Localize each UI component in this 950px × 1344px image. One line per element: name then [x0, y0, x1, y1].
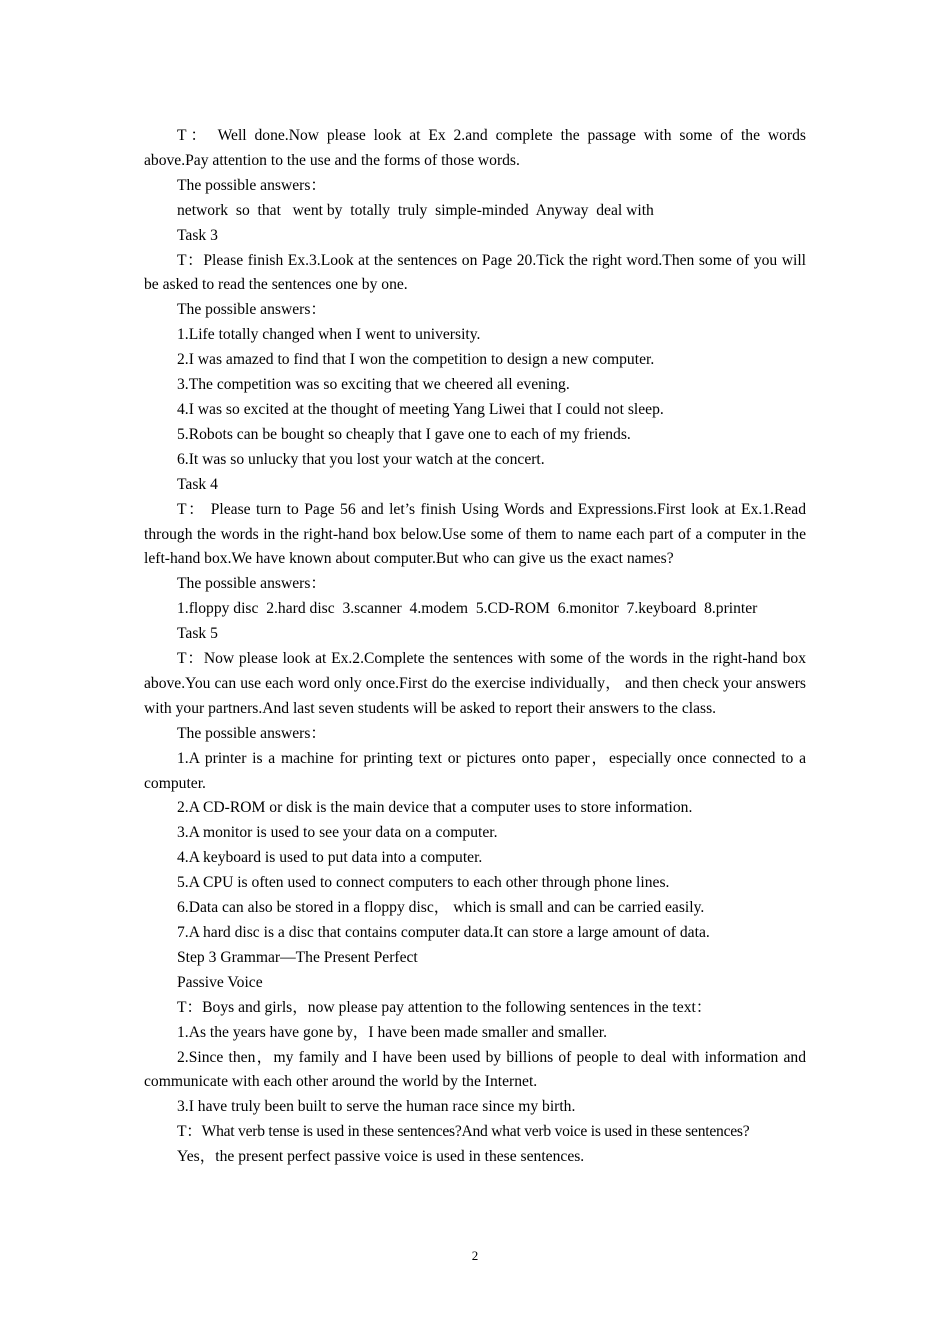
example-sentence: 1.As the years have gone by，I have been made smaller and smaller.	[177, 1023, 607, 1041]
grammar-subheading: Passive Voice	[177, 973, 263, 991]
answer-sentence: 4.I was so excited at the thought of meeting Yang Liwei that I could not sleep.	[177, 400, 664, 418]
answer-sentence: 5.Robots can be bought so cheaply that I gave one to each of my friends.	[177, 425, 631, 443]
grammar-step-heading: Step 3 Grammar—The Present Perfect	[177, 948, 418, 966]
document-body	[144, 124, 806, 1170]
task-4-heading: Task 4	[177, 475, 218, 493]
answer-sentence: 1.Life totally changed when I went to university.	[177, 326, 481, 344]
example-sentence: 3.I have truly been built to serve the human race since my birth.	[177, 1098, 576, 1116]
answer-sentence: 4.A keyboard is used to put data into a computer.	[177, 849, 483, 867]
answer-sentence: 2.I was amazed to find that I won the competition to design a new computer.	[177, 351, 655, 369]
answer-sentence: 3.The competition was so exciting that we cheered all evening.	[177, 376, 570, 394]
answer-sentence: 6.It was so unlucky that you lost your watch at the concert.	[177, 450, 545, 468]
computer-parts-answers-row: 1.floppy disc 2.hard disc 3.scanner 4.modem 5.CD-ROM 6.monitor 7.keyboard 8.printer	[177, 600, 758, 618]
answer-sentence: 6.Data can also be stored in a floppy disc， which is small and can be carried easily.	[177, 899, 705, 917]
answer-sentence: 2.A CD-ROM or disk is the main device that a computer uses to store information.	[177, 799, 693, 817]
answer-sentence: 7.A hard disc is a disc that contains computer data.It can store a large amount of data.	[177, 924, 710, 941]
answers-heading: The possible answers：	[177, 575, 326, 593]
answers-heading: The possible answers：	[177, 301, 326, 319]
word-answers-row: network so that went by totally truly simple-minded Anyway deal with	[177, 201, 654, 219]
task-3-heading: Task 3	[177, 226, 218, 244]
answer-sentence: 1.A printer is a machine for printing text or pictures onto paper，especially once connected to a computer.	[144, 749, 806, 792]
page-number: 2	[471, 1248, 479, 1263]
teacher-instruction-ex3: T：Please finish Ex.3.Look at the sentences on Page 20.Tick the right word.Then some of you will be asked to read the sentences one by one.	[144, 251, 806, 294]
answers-heading: The possible answers：	[177, 724, 326, 742]
answer-sentence: 5.A CPU is often used to connect computers to each other through phone lines.	[177, 874, 670, 892]
grammar-answer: Yes，the present perfect passive voice is used in these sentences.	[177, 1148, 585, 1166]
answers-heading: The possible answers：	[177, 176, 326, 194]
teacher-grammar-prompt: T：Boys and girls，now please pay attention to the following sentences in the text：	[177, 998, 712, 1016]
teacher-instruction-ex2-words: T：Now please look at Ex.2.Complete the sentences with some of the words in the right-hand box above.You can use each word only once.First do the exercise individually， and then check your answers with your partners.And last seven students will be asked to report their answers to the class.	[144, 650, 806, 717]
answer-sentence: 3.A monitor is used to see your data on a computer.	[177, 824, 498, 842]
teacher-instruction-page-56: T： Please turn to Page 56 and let’s finish Using Words and Expressions.First look at Ex.1.Read through the words in the right-hand box below.Use some of them to name each part of a computer in the left-hand box.We have known about computer.But who can give us the exact names?	[144, 500, 806, 568]
teacher-instruction-ex2: T： Well done.Now please look at Ex 2.and complete the passage with some of the words above.Pay attention to the use and the forms of those words.	[144, 127, 806, 169]
task-5-heading: Task 5	[177, 625, 218, 643]
teacher-question: T：What verb tense is used in these sentences?And what verb voice is used in these sentences?	[177, 1123, 750, 1141]
example-sentence: 2.Since then，my family and I have been used by billions of people to deal with information and communicate with each other around the world by the Internet.	[144, 1048, 806, 1091]
